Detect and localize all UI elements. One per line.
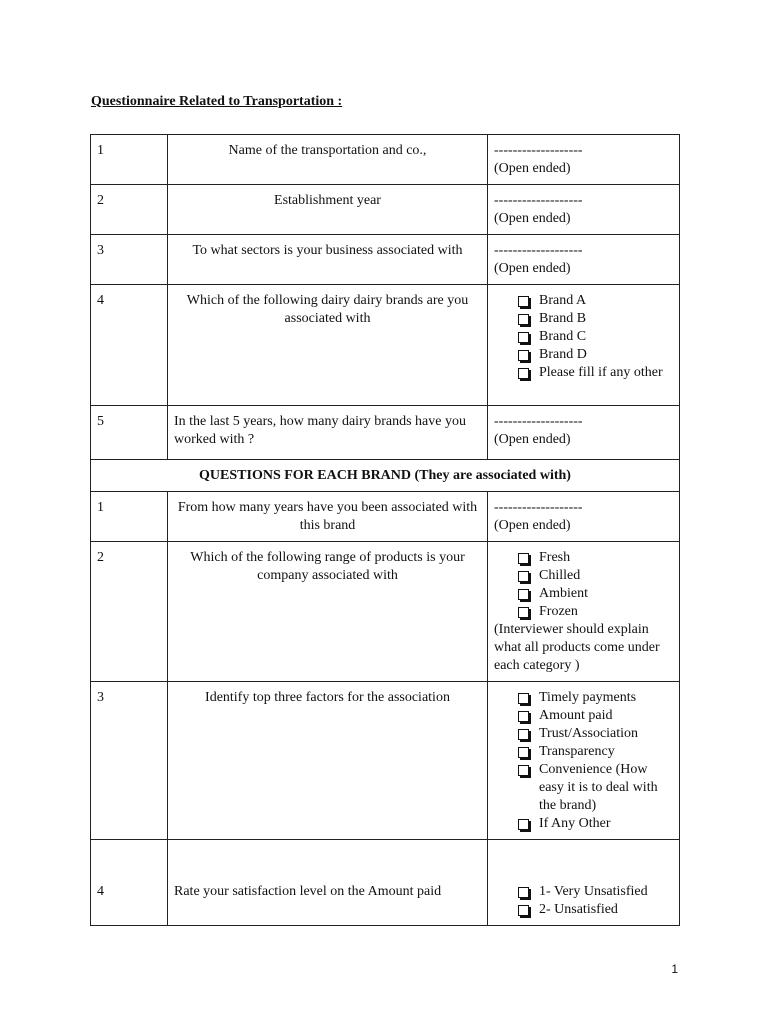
checkbox-option[interactable]: Timely payments	[518, 689, 673, 707]
document-title: Questionnaire Related to Transportation :	[91, 94, 343, 109]
question-number: 3	[91, 682, 168, 840]
checkbox-option[interactable]: 1- Very Unsatisfied	[518, 883, 673, 901]
table-row	[91, 406, 680, 460]
checkbox-option[interactable]: 2- Unsatisfied	[518, 901, 673, 919]
checkbox-icon[interactable]	[518, 607, 529, 618]
checkbox-icon[interactable]	[518, 314, 529, 325]
answer-cell	[488, 542, 680, 682]
question-number: 2	[91, 542, 168, 682]
checkbox-icon[interactable]	[518, 887, 529, 898]
question-text: Which of the following dairy dairy brands are you associated with	[168, 285, 488, 406]
answer-cell	[488, 185, 680, 235]
answer-cell	[488, 492, 680, 542]
answer-cell	[488, 135, 680, 185]
table-row	[91, 840, 680, 926]
question-text: Which of the following range of products is your company associated with	[168, 542, 488, 682]
question-number: 2	[91, 185, 168, 235]
checkbox-icon[interactable]	[518, 711, 529, 722]
checkbox-option[interactable]: Frozen	[518, 603, 673, 621]
question-number: 1	[91, 135, 168, 185]
section-header: QUESTIONS FOR EACH BRAND (They are associated with)	[91, 460, 680, 492]
checkbox-option[interactable]: Brand A	[518, 292, 673, 310]
interviewer-note: (Interviewer should explain what all products come under each category )	[494, 622, 660, 673]
answer-line: -------------------	[494, 243, 583, 258]
question-number: 3	[91, 235, 168, 285]
section-header-row	[91, 460, 680, 492]
checkbox-icon[interactable]	[518, 571, 529, 582]
questionnaire-table	[90, 134, 680, 926]
checkbox-icon[interactable]	[518, 693, 529, 704]
table-row	[91, 682, 680, 840]
answer-line: -------------------	[494, 193, 583, 208]
answer-cell	[488, 682, 680, 840]
table-row	[91, 185, 680, 235]
checkbox-icon[interactable]	[518, 729, 529, 740]
question-text: Name of the transportation and co.,	[168, 135, 488, 185]
checkbox-icon[interactable]	[518, 905, 529, 916]
answer-cell	[488, 840, 680, 926]
question-number: 5	[91, 406, 168, 460]
checkbox-icon[interactable]	[518, 589, 529, 600]
answer-cell	[488, 285, 680, 406]
open-ended-label: (Open ended)	[494, 518, 571, 533]
question-number: 4	[91, 840, 168, 926]
table-row	[91, 492, 680, 542]
checkbox-icon[interactable]	[518, 747, 529, 758]
open-ended-label: (Open ended)	[494, 211, 571, 226]
checkbox-option[interactable]: Brand C	[518, 328, 673, 346]
table-row	[91, 235, 680, 285]
answer-line: -------------------	[494, 500, 583, 515]
answer-line: -------------------	[494, 414, 583, 429]
open-ended-label: (Open ended)	[494, 432, 571, 447]
question-text: Rate your satisfaction level on the Amount paid	[168, 840, 488, 926]
checkbox-option[interactable]: Ambient	[518, 585, 673, 603]
question-text: In the last 5 years, how many dairy brands have you worked with ?	[168, 406, 488, 460]
answer-cell	[488, 406, 680, 460]
checkbox-icon[interactable]	[518, 350, 529, 361]
answer-cell	[488, 235, 680, 285]
question-number: 4	[91, 285, 168, 406]
open-ended-label: (Open ended)	[494, 261, 571, 276]
checkbox-option[interactable]: Brand D	[518, 346, 673, 364]
question-text: To what sectors is your business associated with	[168, 235, 488, 285]
checkbox-option[interactable]: Chilled	[518, 567, 673, 585]
question-text: Establishment year	[168, 185, 488, 235]
question-text: Identify top three factors for the association	[168, 682, 488, 840]
checkbox-icon[interactable]	[518, 368, 529, 379]
checkbox-option[interactable]: Fresh	[518, 549, 673, 567]
checkbox-option[interactable]: Please fill if any other	[518, 364, 673, 382]
checkbox-icon[interactable]	[518, 765, 529, 776]
checkbox-icon[interactable]	[518, 819, 529, 830]
question-text: From how many years have you been associated with this brand	[168, 492, 488, 542]
table-row	[91, 542, 680, 682]
checkbox-option[interactable]: Transparency	[518, 743, 673, 761]
checkbox-option[interactable]: Convenience (How easy it is to deal with the brand)	[518, 761, 673, 815]
checkbox-option[interactable]: Brand B	[518, 310, 673, 328]
checkbox-option[interactable]: If Any Other	[518, 815, 673, 833]
checkbox-option[interactable]: Amount paid	[518, 707, 673, 725]
table-row	[91, 135, 680, 185]
open-ended-label: (Open ended)	[494, 161, 571, 176]
checkbox-icon[interactable]	[518, 296, 529, 307]
question-number: 1	[91, 492, 168, 542]
checkbox-icon[interactable]	[518, 332, 529, 343]
answer-line: -------------------	[494, 143, 583, 158]
checkbox-option[interactable]: Trust/Association	[518, 725, 673, 743]
checkbox-icon[interactable]	[518, 553, 529, 564]
page-number: 1	[671, 962, 678, 976]
table-row	[91, 285, 680, 406]
